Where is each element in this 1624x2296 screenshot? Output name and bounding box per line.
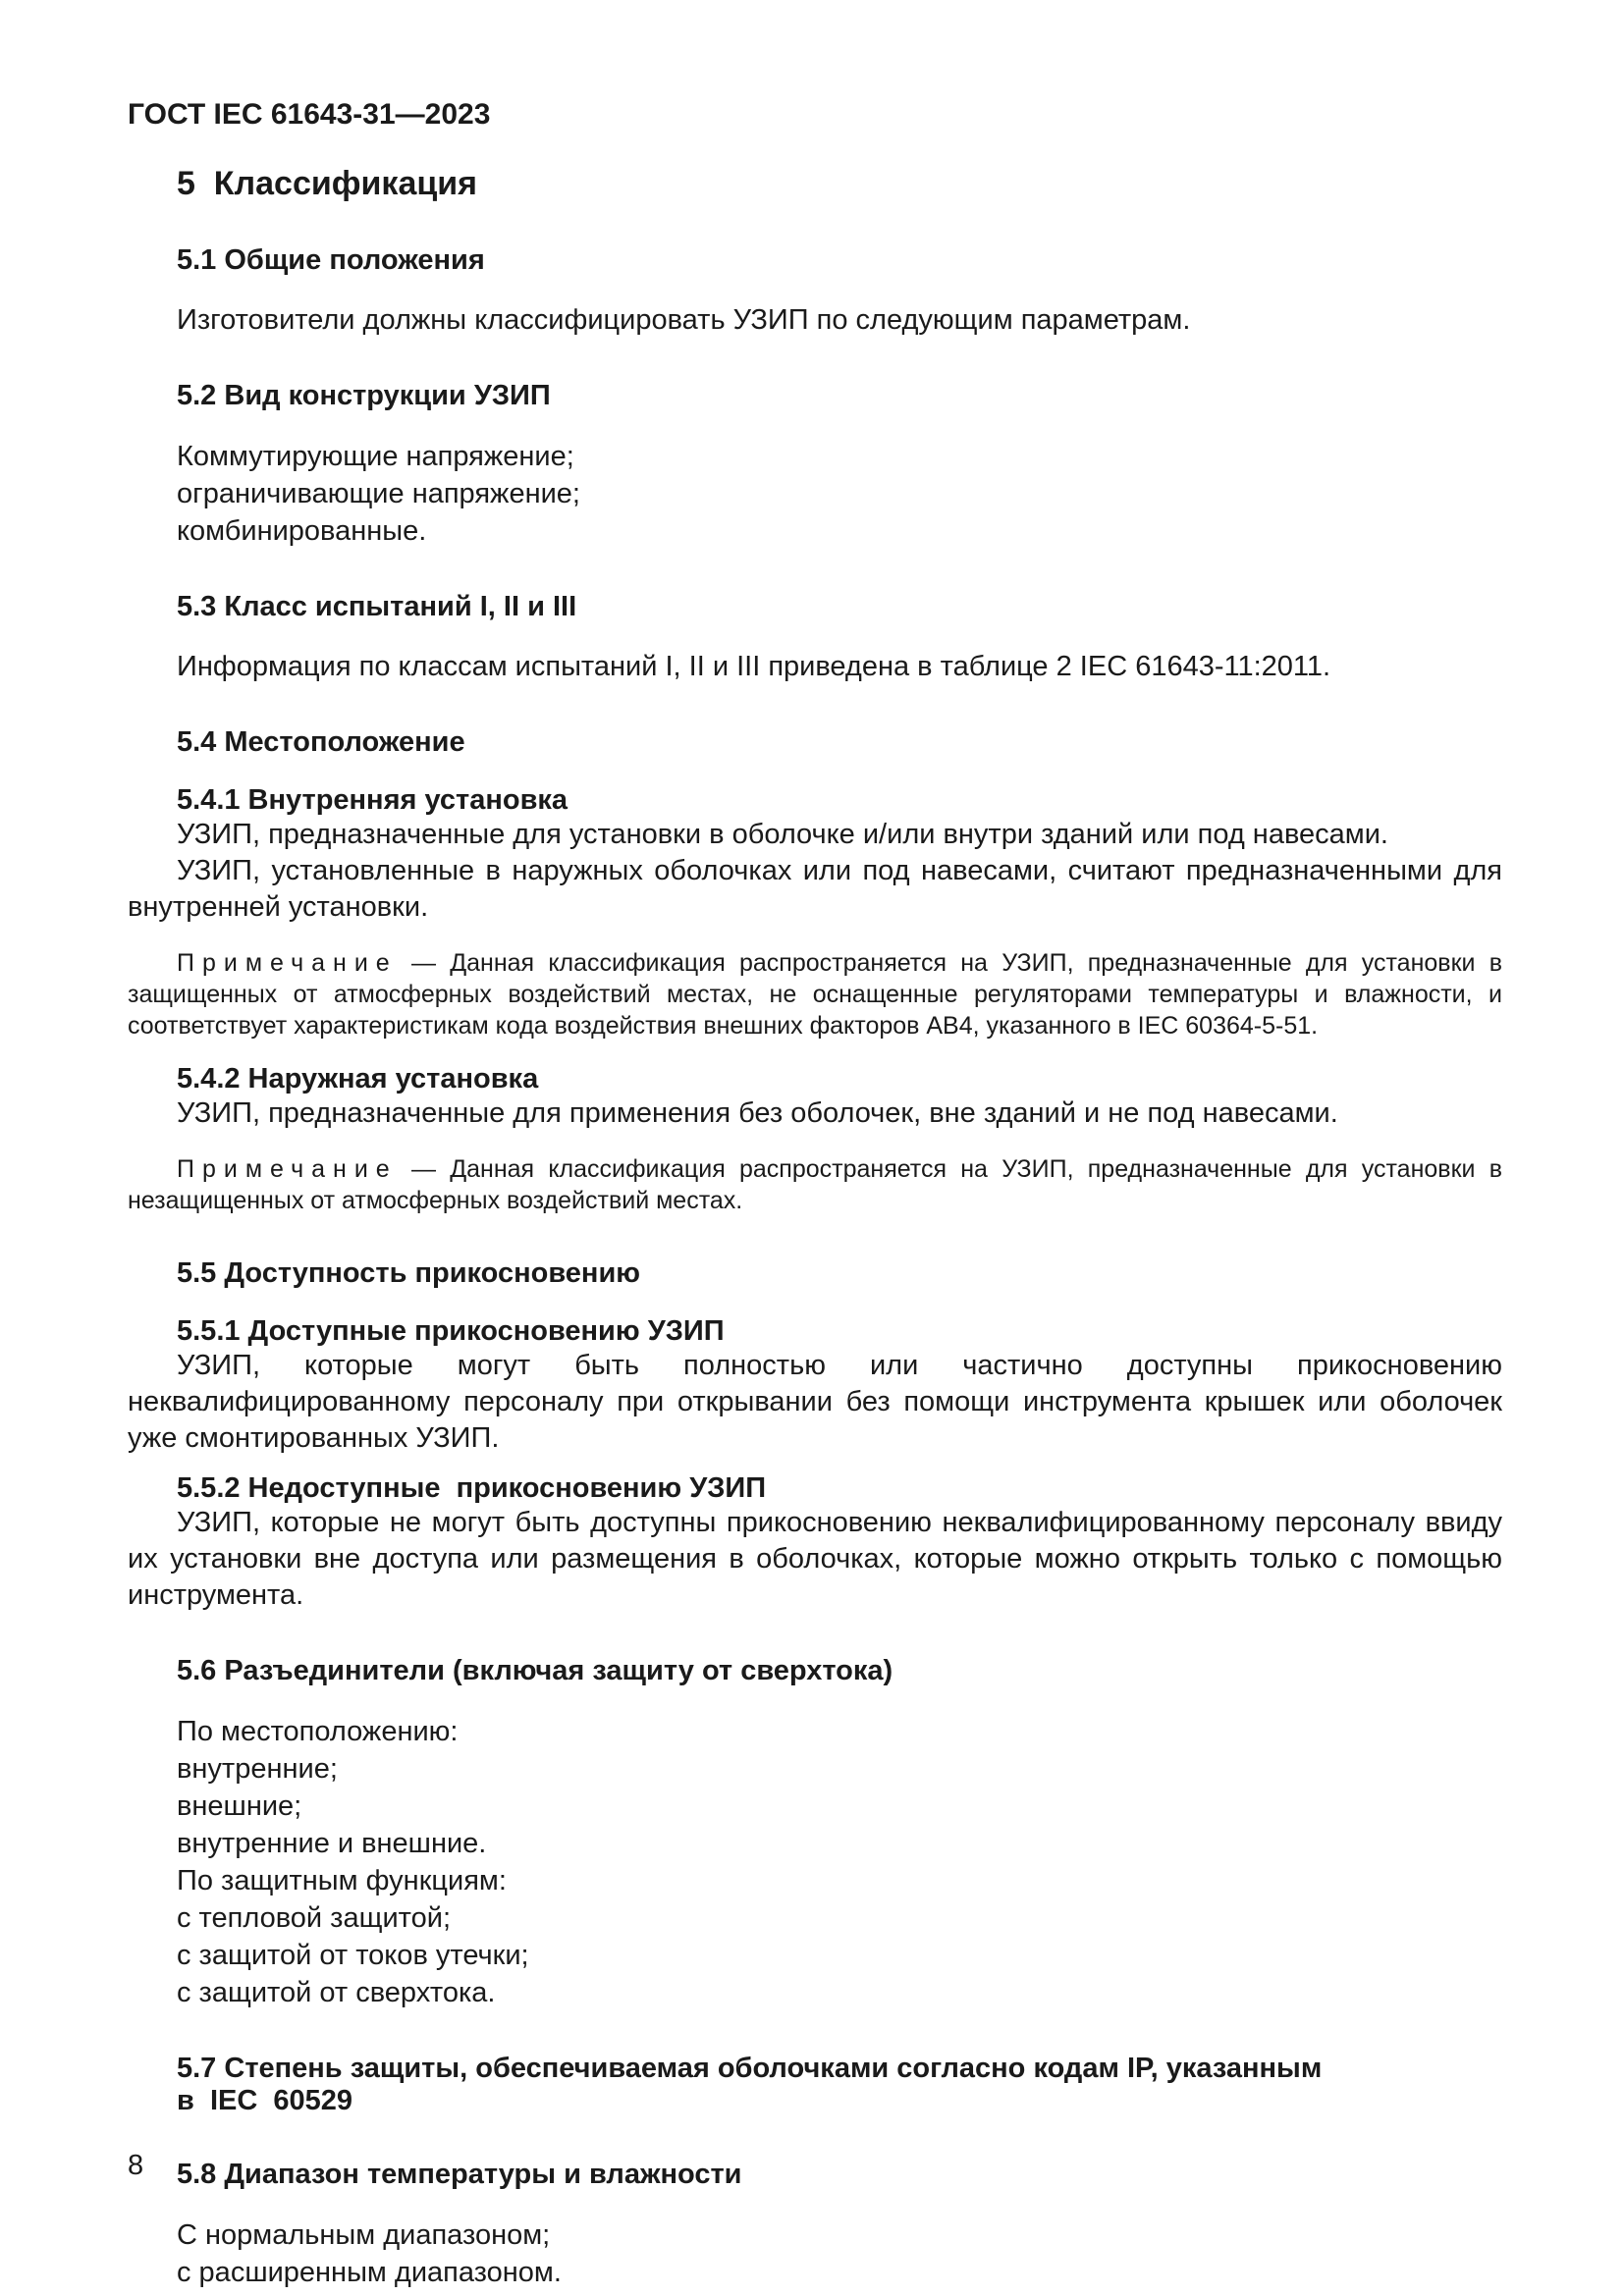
heading-5-7 xyxy=(128,2053,1502,2117)
heading-5-5: 5.5 Доступность прикосновению xyxy=(177,1257,641,1289)
paragraph-5-5-1: УЗИП, которые могут быть полностью или частично доступны прикосновению неквалифицированному персоналу при открывании без помощи инструмента крышек или оболочек уже смонтированных УЗИП. xyxy=(128,1350,1502,1454)
paragraph-5-4-1-b: УЗИП, установленные в наружных оболочках или под навесами, считают предназначенными для внутренней установки. xyxy=(128,855,1502,923)
heading-5-3: 5.3 Класс испытаний I, II и III xyxy=(177,591,577,622)
list-line: внутренние и внешние. xyxy=(177,1828,487,1859)
list-line: ограничивающие напряжение; xyxy=(177,478,580,509)
list-line: Коммутирующие напряжение; xyxy=(177,441,574,472)
note-label: Примечание xyxy=(177,1155,398,1183)
section-5-title: 5 Классификация xyxy=(177,165,477,202)
list-line: с защитой от сверхтока. xyxy=(177,1977,496,2008)
heading-5-7-line-1: 5.7 Степень защиты, обеспечиваемая оболочками согласно кодам IP, указанным xyxy=(177,2053,1323,2084)
heading-5-6: 5.6 Разъединители (включая защиту от сверхтока) xyxy=(177,1655,893,1686)
heading-5-7-line-2: в IEC 60529 xyxy=(177,2085,353,2116)
list-line: комбинированные. xyxy=(177,515,427,547)
paragraph-5-5-2: УЗИП, которые не могут быть доступны прикосновению неквалифицированному персоналу ввиду их установки вне доступа или размещения в оболочках, которые можно открыть только с помощью инструмента. xyxy=(128,1507,1502,1611)
paragraph-5-4-2: УЗИП, предназначенные для применения без оболочек, вне зданий и не под навесами. xyxy=(177,1097,1338,1129)
paragraph-5-4-1-a: УЗИП, предназначенные для установки в оболочке и/или внутри зданий или под навесами. xyxy=(177,819,1388,850)
heading-5-4: 5.4 Местоположение xyxy=(177,726,465,758)
list-line: По защитным функциям: xyxy=(177,1865,507,1896)
heading-5-5-2: 5.5.2 Недоступные прикосновению УЗИП xyxy=(177,1472,767,1504)
running-header-standard-ref: ГОСТ IEC 61643-31—2023 xyxy=(128,98,491,131)
heading-5-8: 5.8 Диапазон температуры и влажности xyxy=(177,2159,742,2190)
list-line: с защитой от токов утечки; xyxy=(177,1940,529,1971)
paragraph-5-3: Информация по классам испытаний I, II и III приведена в таблице 2 IEC 61643-11:2011. xyxy=(177,651,1331,682)
paragraph-5-1: Изготовители должны классифицировать УЗИП по следующим параметрам. xyxy=(177,304,1191,336)
note-label: Примечание xyxy=(177,949,398,977)
list-line: с расширенным диапазоном. xyxy=(177,2257,562,2288)
heading-5-4-1: 5.4.1 Внутренняя установка xyxy=(177,784,568,816)
heading-5-2: 5.2 Вид конструкции УЗИП xyxy=(177,380,551,411)
heading-5-5-1: 5.5.1 Доступные прикосновению УЗИП xyxy=(177,1315,725,1347)
list-line: внешние; xyxy=(177,1790,302,1822)
page-content xyxy=(128,165,1502,2291)
heading-5-1: 5.1 Общие положения xyxy=(177,244,485,276)
list-line: С нормальным диапазоном; xyxy=(177,2219,551,2251)
note-5-4-1 xyxy=(128,947,1502,1041)
note-5-4-2 xyxy=(128,1153,1502,1216)
page-number: 8 xyxy=(128,2150,144,2181)
list-line: внутренние; xyxy=(177,1753,338,1785)
heading-5-4-2: 5.4.2 Наружная установка xyxy=(177,1063,539,1095)
list-line: с тепловой защитой; xyxy=(177,1902,452,1934)
note-text: — Данная классификация распространяется на УЗИП, предназначенные для установки в незащищенных от атмосферных воздействий местах. xyxy=(128,1155,1502,1214)
list-line: По местоположению: xyxy=(177,1716,459,1747)
note-text: — Данная классификация распространяется на УЗИП, предназначенные для установки в защищенных от атмосферных воздействий местах, не оснащенные регуляторами температуры и влажности, и соответствует характеристикам кода воздействия внешних факторов АВ4, указанного в IEC 60364-5-51. xyxy=(128,949,1502,1040)
